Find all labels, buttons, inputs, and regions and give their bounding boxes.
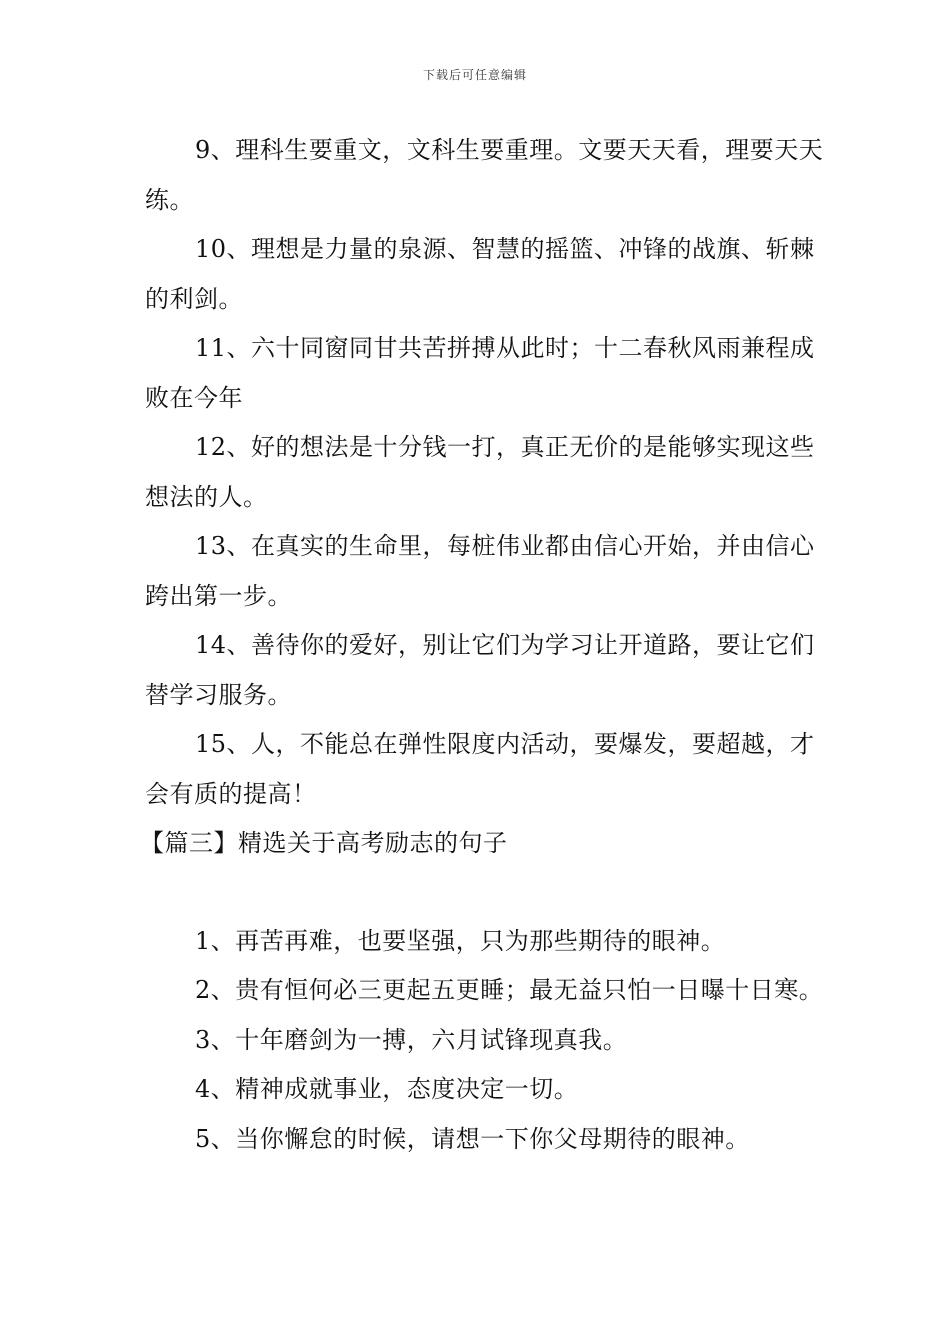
list-item: 1、再苦再难，也要坚强，只为那些期待的眼神。 bbox=[195, 926, 726, 955]
list-item: 9、理科生要重文，文科生要重理。文要天天看，理要天天练。 bbox=[145, 136, 824, 214]
list-item: 3、十年磨剑为一搏，六月试锋现真我。 bbox=[195, 1025, 628, 1054]
page-header-note: 下载后可任意编辑 bbox=[422, 68, 527, 82]
list-item: 2、贵有恒何必三更起五更睡；最无益只怕一日曝十日寒。 bbox=[195, 976, 824, 1004]
document-body bbox=[140, 126, 825, 1164]
section-heading: 【篇三】精选关于高考励志的句子 bbox=[140, 829, 508, 857]
list-item: 4、精神成就事业，态度决定一切。 bbox=[195, 1075, 579, 1103]
list-item: 13、在真实的生命里，每桩伟业都由信心开始，并由信心跨出第一步。 bbox=[145, 532, 815, 610]
list-item: 14、善待你的爱好，别让它们为学习让开道路，要让它们替学习服务。 bbox=[145, 631, 815, 709]
section-spacer bbox=[145, 869, 825, 917]
list-item: 12、好的想法是十分钱一打，真正无价的是能够实现这些想法的人。 bbox=[145, 433, 815, 511]
list-item: 10、理想是力量的泉源、智慧的摇篮、冲锋的战旗、斩棘的利剑。 bbox=[145, 235, 815, 313]
list-item: 5、当你懈怠的时候，请想一下你父母期待的眼神。 bbox=[195, 1124, 750, 1153]
list-item: 15、人，不能总在弹性限度内活动，要爆发，要超越，才会有质的提高！ bbox=[145, 730, 815, 808]
list-item: 11、六十同窗同甘共苦拼搏从此时；十二春秋风雨兼程成败在今年 bbox=[145, 334, 815, 412]
